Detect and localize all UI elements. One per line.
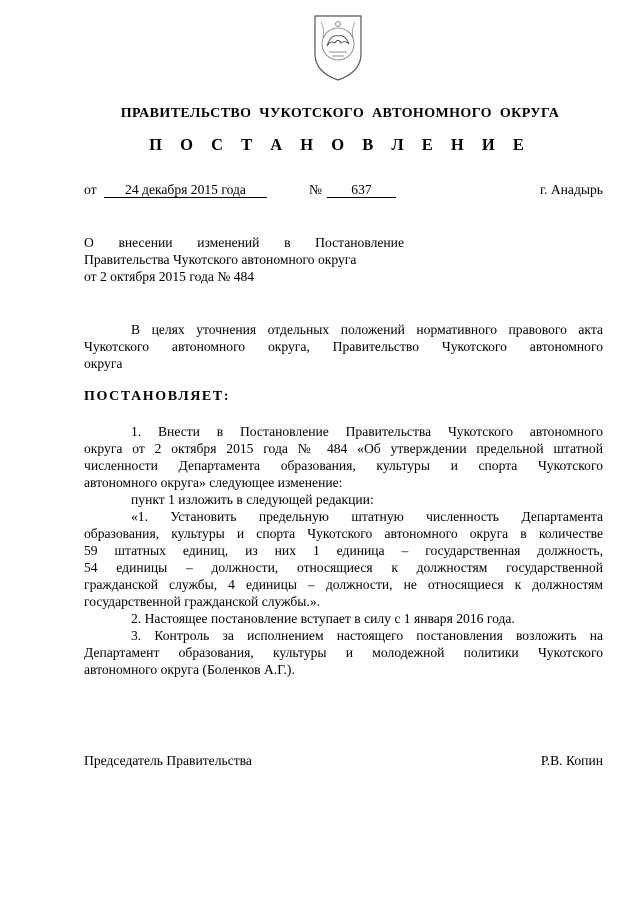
body-line: государственной гражданской службы.». [84,594,321,609]
preamble-line: округа [84,356,123,371]
number-prefix: № [309,182,322,197]
body-line: пункт 1 изложить в следующей редакции: [131,492,374,507]
coat-of-arms-icon [307,10,369,84]
body-line: образования, культуры и спорта Чукотского автономного округа в количестве [84,526,603,541]
body-line: автономного округа» следующее изменение: [84,475,343,490]
date-field [104,182,267,200]
body-line: численности Департамента образования, культуры и спорта Чукотского [84,458,603,473]
date-prefix: от [84,182,97,197]
preamble-line: В целях уточнения отдельных положений нормативного правового акта [131,322,603,337]
body-line: округа от 2 октября 2015 года № 484 «Об утверждении предельной штатной [84,441,603,456]
city: г. Анадырь [539,182,603,197]
document-type-title: П О С Т А Н О В Л Е Н И Е [149,135,531,154]
number-value: 637 [327,182,396,198]
subject-line: Правительства Чукотского автономного округа [84,252,357,267]
body-line: «1. Установить предельную штатную численность Департамента [131,509,603,524]
body-line: гражданской службы, 4 единицы – должности, не относящиеся к должностям [84,577,603,592]
body-line: 59 штатных единиц, из них 1 единица – государственная должность, [84,543,603,558]
subject-line: от 2 октября 2015 года № 484 [84,269,255,284]
date-value: 24 декабря 2015 года [104,182,267,198]
body-line: 54 единицы – должности, относящиеся к должностям государственной [84,560,603,575]
body-line: 2. Настоящее постановление вступает в силу с 1 января 2016 года. [131,611,515,626]
government-title: ПРАВИТЕЛЬСТВО ЧУКОТСКОГО АВТОНОМНОГО ОКРУГА [120,106,560,121]
body-line: Департамент образования, культуры и молодежной политики Чукотского [84,645,603,660]
signature-position: Председатель Правительства [84,753,252,768]
signature-name: Р.В. Копин [540,753,603,768]
preamble-line: Чукотского автономного округа, Правительство Чукотского автономного [84,339,603,354]
number-field [327,182,396,200]
body-line: автономного округа (Боленков А.Г.). [84,662,295,677]
decision-heading: ПОСТАНОВЛЯЕТ: [84,389,231,404]
body-line: 3. Контроль за исполнением настоящего постановления возложить на [131,628,603,643]
body-line: 1. Внести в Постановление Правительства Чукотского автономного [131,424,603,439]
subject-line: О внесении изменений в Постановление [84,235,404,250]
